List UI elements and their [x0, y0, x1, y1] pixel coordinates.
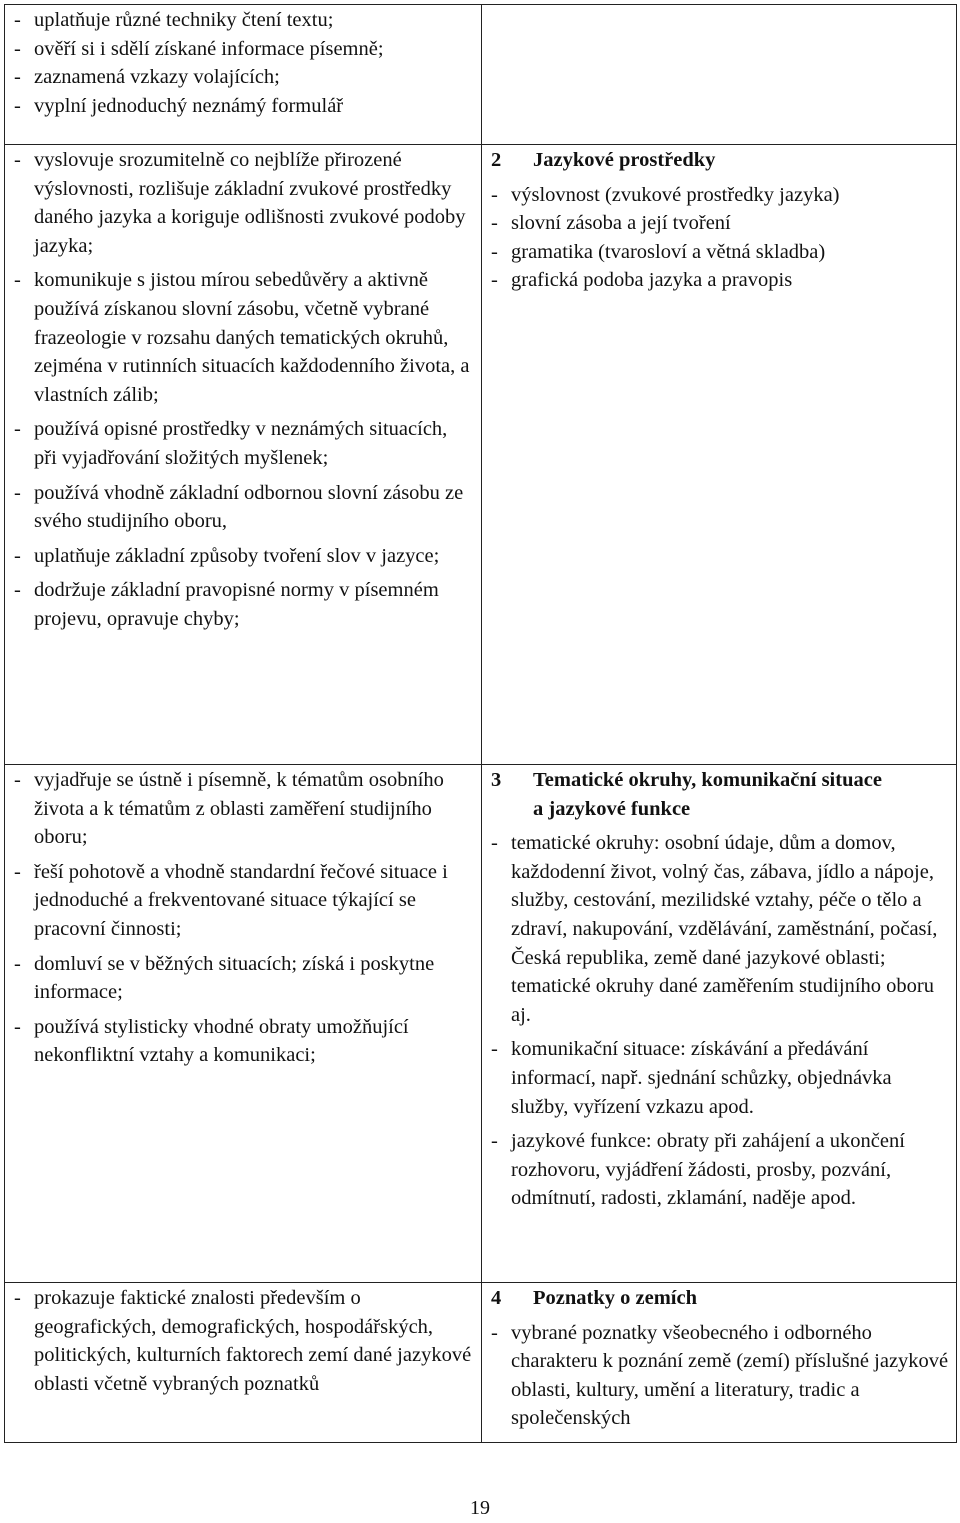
list-item: - výslovnost (zvukové prostředky jazyka): [491, 181, 950, 210]
section-heading: [491, 1284, 950, 1313]
section-heading: [491, 146, 950, 175]
content-cell: [482, 1283, 957, 1443]
list-item: - jazykové funkce: obraty při zahájení a ukončení rozhovoru, vyjádření žádosti, prosby, pozvání, odmítnutí, radosti, zklamání, naděje apod.: [491, 1127, 950, 1213]
table-row: [5, 5, 957, 145]
topics-list: [491, 829, 950, 1213]
list-item: - používá stylisticky vhodné obraty umožňující nekonfliktní vztahy a komunikaci;: [14, 1013, 475, 1070]
outcomes-list: [14, 146, 475, 634]
section-number: 3: [491, 769, 502, 791]
content-cell: [482, 765, 957, 1283]
list-item: - řeší pohotově a vhodně standardní řečové situace i jednoduché a frekventované situace týkající se pracovní činnosti;: [14, 858, 475, 944]
list-item: - vybrané poznatky všeobecného i odborného charakteru k poznání země (zemí) příslušné jazykové oblasti, kultury, umění a literatury, tradic a společenských: [491, 1319, 950, 1433]
list-item: - uplatňuje různé techniky čtení textu;: [14, 6, 475, 35]
curriculum-table: [4, 4, 957, 1443]
outcomes-list: [14, 6, 475, 120]
page-number: 19: [470, 1497, 490, 1519]
list-item: - vyslovuje srozumitelně co nejblíže přirozené výslovnosti, rozlišuje základní zvukové prostředky daného jazyka a koriguje odlišnosti zvukové podoby jazyka;: [14, 146, 475, 260]
section-number: 4: [491, 1287, 502, 1309]
list-item: - zaznamená vzkazy volajících;: [14, 63, 475, 92]
list-item: - komunikuje s jistou mírou sebedůvěry a aktivně používá získanou slovní zásobu, včetně vybrané frazeologie v rozsahu daných tematických okruhů, zejména v rutinních situacích každodenního života, a vlastních zálib;: [14, 266, 475, 409]
table-row: [5, 145, 957, 765]
list-item: - grafická podoba jazyka a pravopis: [491, 266, 950, 295]
outcomes-list: [14, 1284, 475, 1398]
list-item: - komunikační situace: získávání a předávání informací, např. sjednání schůzky, objednávka služby, vyřízení vzkazu apod.: [491, 1035, 950, 1121]
outcomes-cell: [5, 145, 482, 765]
topics-list: [491, 1319, 950, 1433]
list-item: - dodržuje základní pravopisné normy v písemném projevu, opravuje chyby;: [14, 576, 475, 633]
content-cell: [482, 145, 957, 765]
list-item: - vyplní jednoduchý neznámý formulář: [14, 92, 475, 121]
table-row: [5, 765, 957, 1283]
list-item: - tematické okruhy: osobní údaje, dům a domov, každodenní život, volný čas, zábava, jídlo a nápoje, služby, cestování, mezilidské vztahy, péče o tělo a zdraví, nakupování, vzdělávání, zaměstnání, počasí, Česká republika, země dané jazykové oblasti; tematické okruhy dané zaměřením studijního oboru aj.: [491, 829, 950, 1029]
section-title: Poznatky o zemích: [533, 1287, 697, 1309]
topics-list: [491, 181, 950, 295]
list-item: - slovní zásoba a její tvoření: [491, 209, 950, 238]
list-item: - prokazuje faktické znalosti především o geografických, demografických, hospodářských, politických, kulturních faktorech zemí dané jazykové oblasti včetně vybraných poznatků: [14, 1284, 475, 1398]
list-item: - domluví se v běžných situacích; získá i poskytne informace;: [14, 950, 475, 1007]
outcomes-cell: [5, 1283, 482, 1443]
list-item: - používá vhodně základní odbornou slovní zásobu ze svého studijního oboru,: [14, 479, 475, 536]
list-item: - ověří si i sdělí získané informace písemně;: [14, 35, 475, 64]
table-row: [5, 1283, 957, 1443]
section-title: Tematické okruhy, komunikační situace a jazykové funkce: [533, 769, 882, 820]
list-item: - gramatika (tvarosloví a větná skladba): [491, 238, 950, 267]
outcomes-list: [14, 766, 475, 1070]
section-heading: [491, 766, 950, 823]
list-item: - používá opisné prostředky v neznámých situacích, při vyjadřování složitých myšlenek;: [14, 415, 475, 472]
content-cell: [482, 5, 957, 145]
list-item: - uplatňuje základní způsoby tvoření slov v jazyce;: [14, 542, 475, 571]
list-item: - vyjadřuje se ústně i písemně, k tématům osobního života a k tématům z oblasti zaměření studijního oboru;: [14, 766, 475, 852]
section-title: Jazykové prostředky: [533, 149, 716, 171]
section-number: 2: [491, 149, 502, 171]
outcomes-cell: [5, 5, 482, 145]
outcomes-cell: [5, 765, 482, 1283]
